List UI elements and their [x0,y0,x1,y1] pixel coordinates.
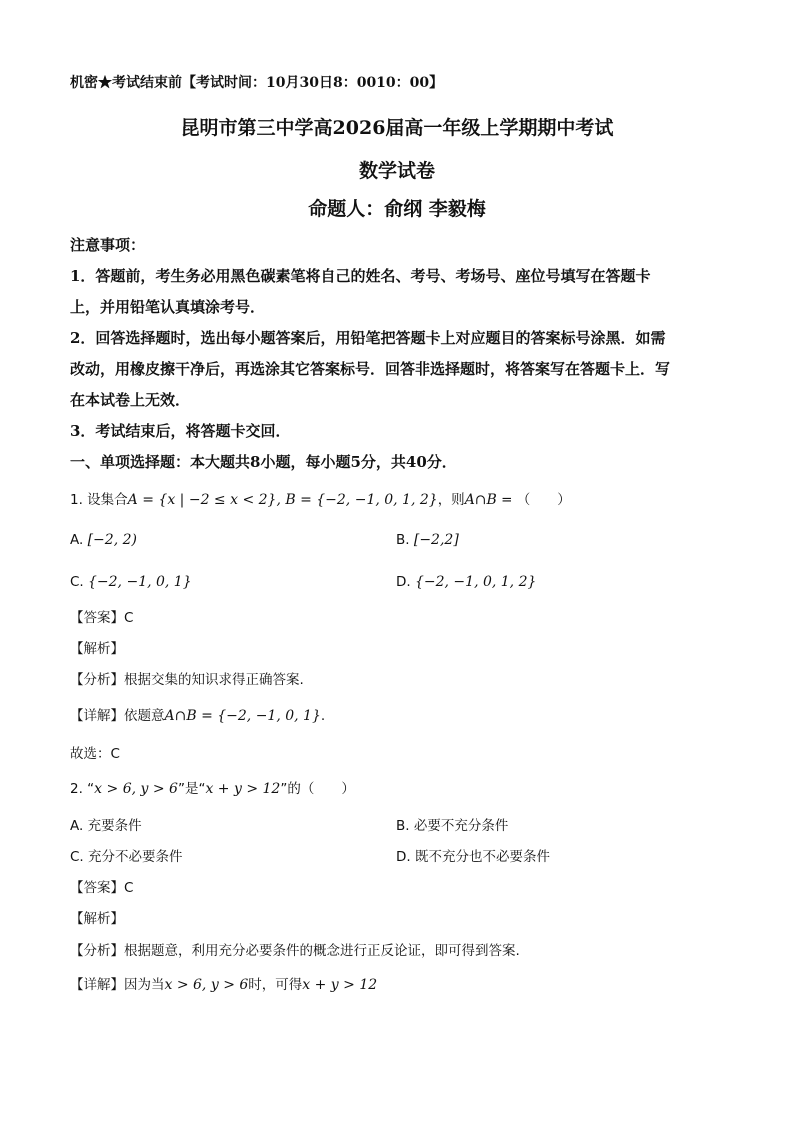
note-3: 3．考试结束后，将答题卡交回． [70,422,291,440]
detail-result: x + y > 12 [302,977,378,993]
question-2-detail [70,975,377,995]
detail-prefix: 【详解】依题意 [70,708,165,724]
note-2-line-3: 在本试卷上无效． [70,391,191,409]
question-2-suffix: ”的（ ） [280,781,355,797]
detail-cond: x > 6, y > 6 [164,977,249,993]
option-b-label: B. [396,532,410,548]
exam-authors: 命题人：俞纲 李毅梅 [308,198,486,220]
question-2-option-c: C. 充分不必要条件 [70,849,183,865]
question-1-option-c [70,572,192,592]
question-1-stem [70,490,571,510]
question-1-jiexi: 【解析】 [70,641,124,657]
notes-heading: 注意事项： [70,236,146,254]
question-1-analysis: 【分析】根据交集的知识求得正确答案. [70,672,304,688]
question-1-option-b [396,530,459,550]
detail-expr: A∩B = {−2, −1, 0, 1} [164,708,321,724]
note-2-line-1: 2．回答选择题时，选出每小题答案后，用铅笔把答题卡上对应题目的答案标号涂黑．如需 [70,329,666,347]
question-2-analysis: 【分析】根据题意，利用充分必要条件的概念进行正反论证，即可得到答案. [70,943,520,959]
exam-subject: 数学试卷 [358,160,435,182]
exam-title: 昆明市第三中学高2026届高一年级上学期期中考试 [180,117,614,139]
detail-suffix: . [320,708,326,724]
question-2-mid: ”是“ [177,781,206,797]
question-1-detail [70,706,325,726]
option-d-value: {−2, −1, 0, 1, 2} [414,574,537,590]
note-2-line-2: 改动，用橡皮擦干净后，再选涂其它答案标号．回答非选择题时，将答案写在答题卡上．写 [70,360,671,378]
note-1-line-1: 1．答题前，考生务必用黑色碳素笔将自己的姓名、考号、考场号、座位号填写在答题卡 [70,267,651,285]
question-1-prefix: 1. 设集合 [70,492,128,508]
question-1-expr: A∩B [464,492,497,508]
option-c-label: C. [70,574,84,590]
confidential-line: 机密★考试结束前【考试时间：10月30日8：0010：00】 [70,75,444,91]
question-1-conclusion: 故选：C [70,746,120,762]
question-1-tail: = （ ） [496,492,571,508]
section-1-heading: 一、单项选择题：本大题共8小题，每小题5分，共40分． [70,453,457,471]
question-1-sets: A = {x | −2 ≤ x < 2}, B = {−2, −1, 0, 1, 2} [127,492,438,508]
option-b-value: [−2,2] [413,532,459,548]
option-a-label: A. [70,532,84,548]
question-2-option-b: B. 必要不充分条件 [396,818,509,834]
option-a-value: [−2, 2) [87,532,137,548]
option-d-label: D. [396,574,411,590]
question-2-option-a: A. 充要条件 [70,818,142,834]
question-2-cond-2: x + y > 12 [205,781,281,797]
note-1-line-2: 上，并用铅笔认真填涂考号． [70,298,266,316]
question-2-prefix: 2. “ [70,781,95,797]
question-1-option-a [70,530,137,550]
detail-prefix: 【详解】因为当 [70,977,165,993]
question-2-cond-1: x > 6, y > 6 [94,781,178,797]
question-1-answer: 【答案】C [70,610,134,626]
question-2-jiexi: 【解析】 [70,911,124,927]
detail-mid: 时，可得 [248,977,303,993]
question-2-answer: 【答案】C [70,880,134,896]
option-c-value: {−2, −1, 0, 1} [88,574,192,590]
question-1-option-d [396,572,536,592]
question-1-suffix: ，则 [437,492,465,508]
question-2-stem [70,779,355,799]
question-2-option-d: D. 既不充分也不必要条件 [396,849,550,865]
